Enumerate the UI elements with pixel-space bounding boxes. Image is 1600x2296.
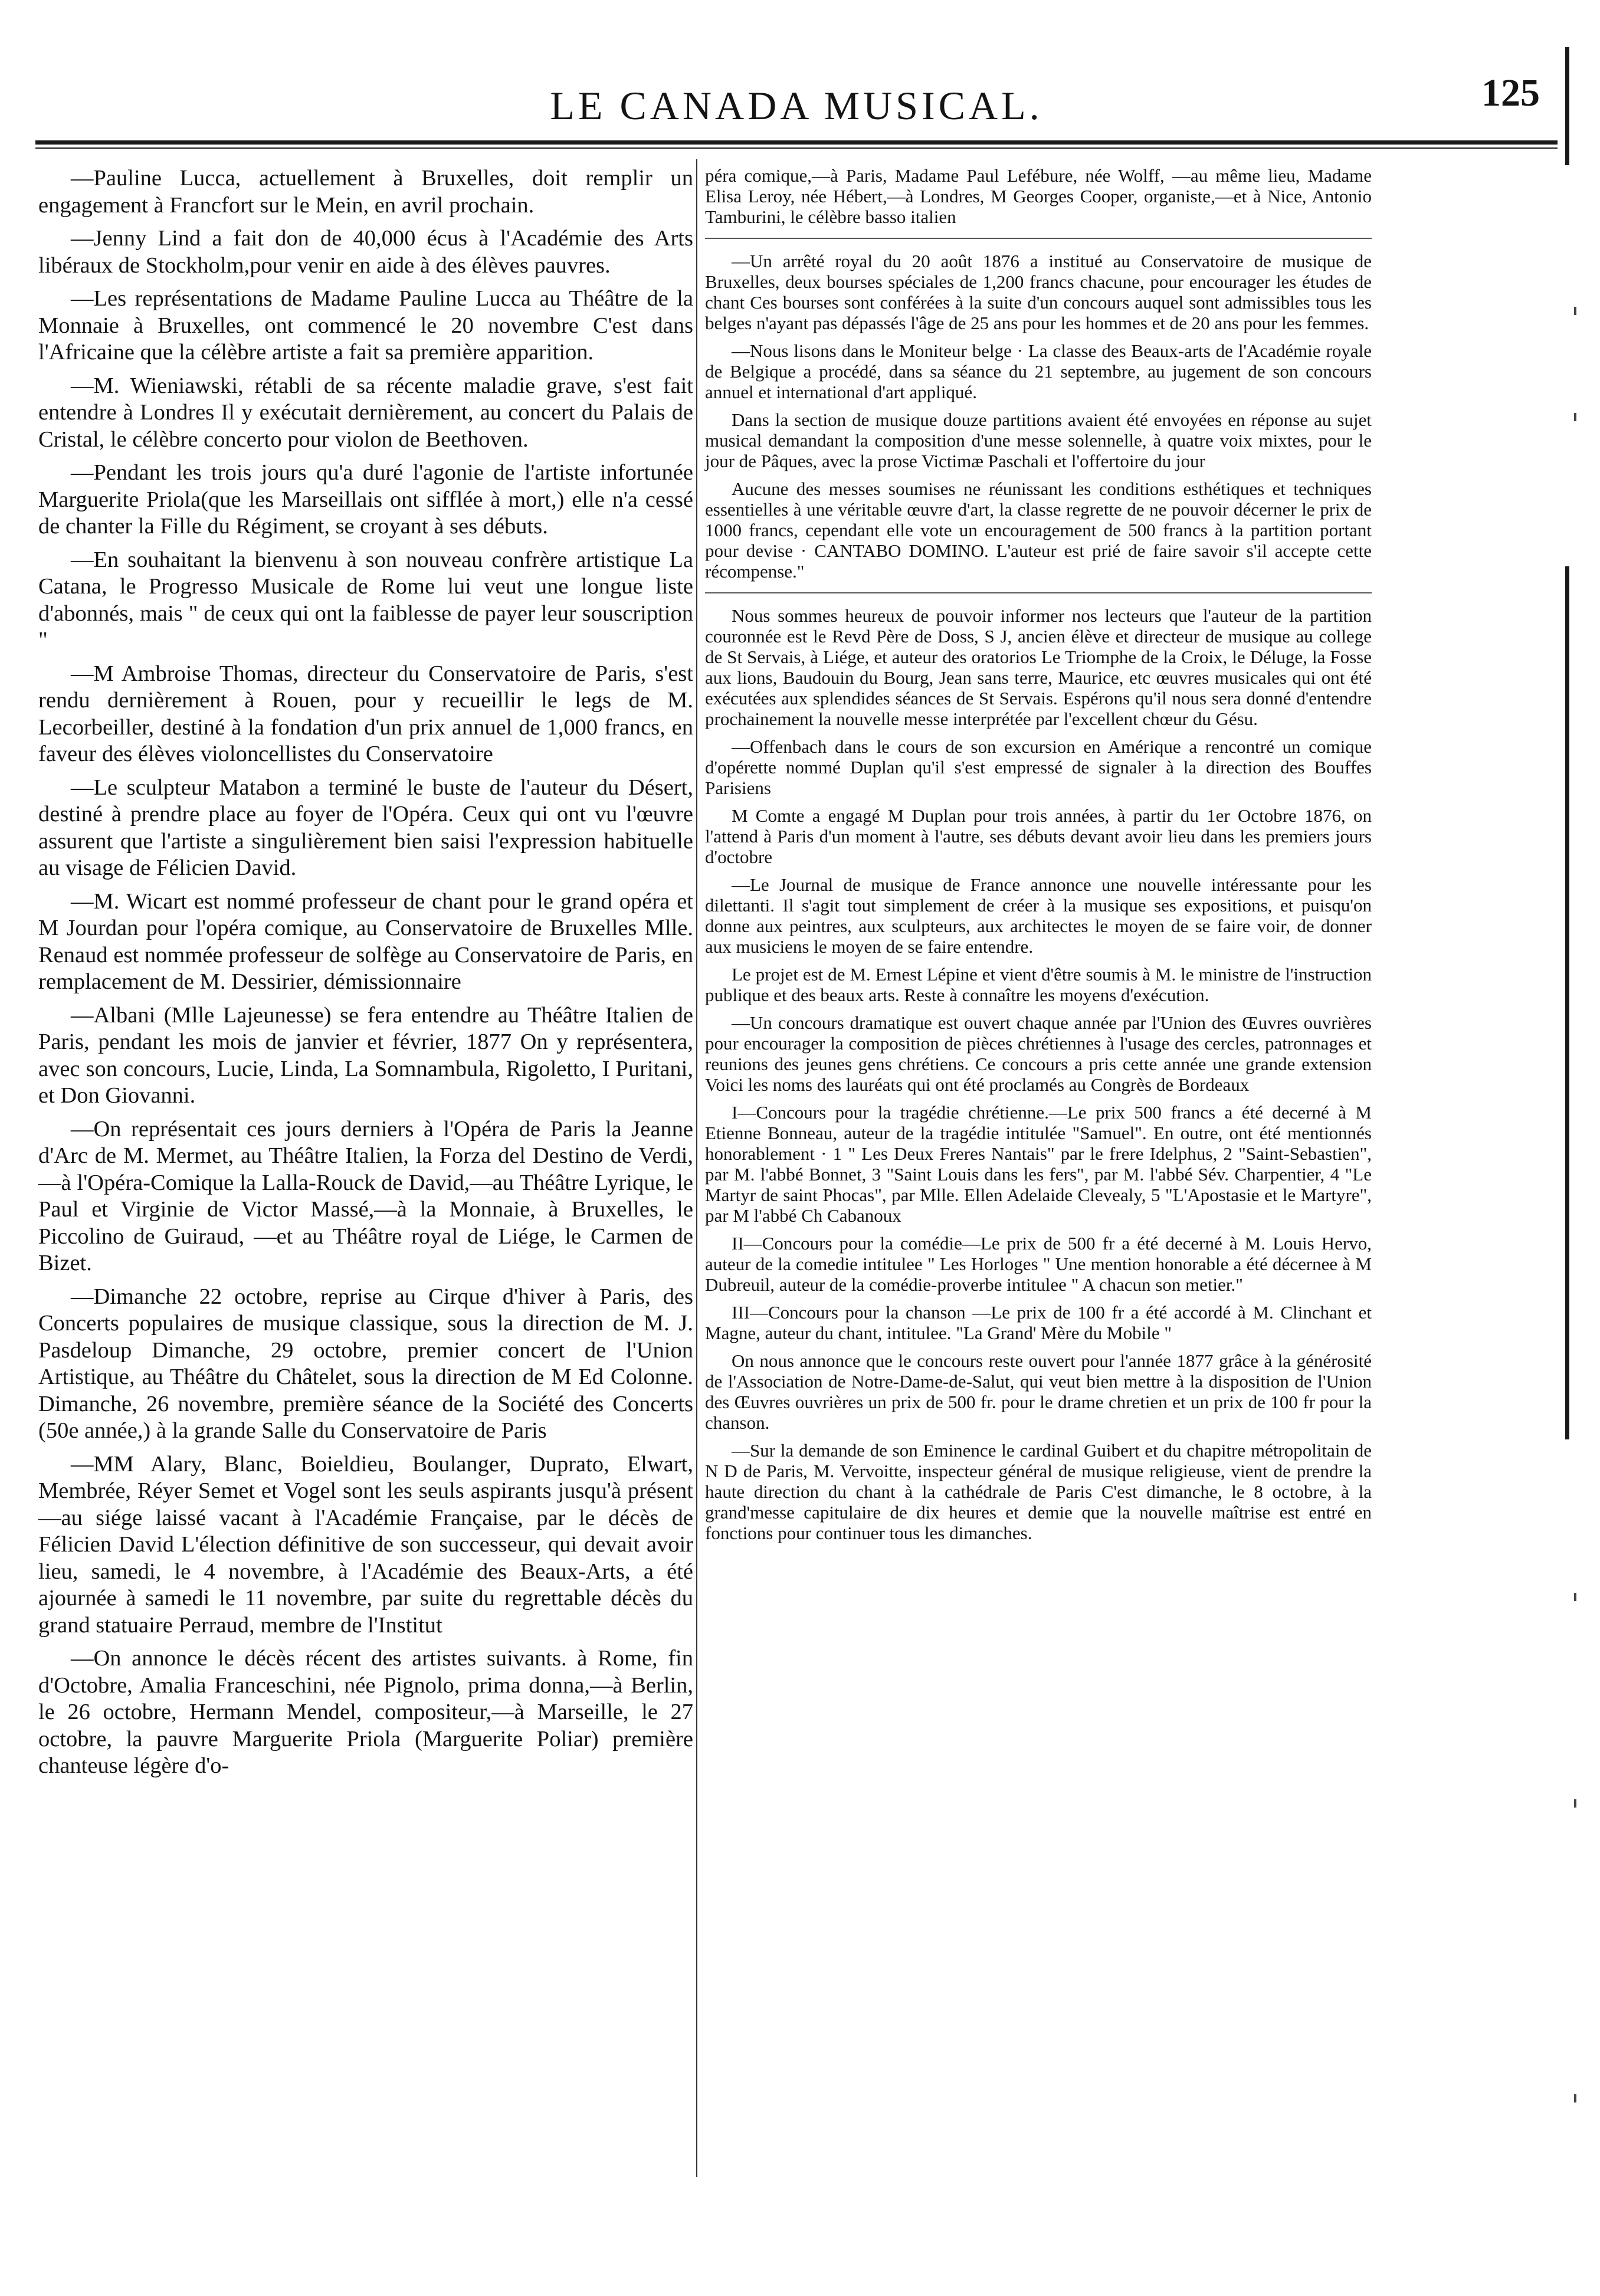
left-column (38, 165, 693, 1786)
news-item: III—Concours pour la chanson —Le prix de 100 fr a été accordé à M. Clinchant et Magne, auteur du chant, intitulee. "La Grand' Mère du Mobile " (705, 1302, 1372, 1343)
news-item: —Albani (Mlle Lajeunesse) se fera entendre au Théâtre Italien de Paris, pendant les mois de janvier et février, 1877 On y représentera, avec son concours, Lucie, Linda, La Somnambula, Rigoletto, I Puritani, et Don Giovanni. (38, 1002, 693, 1108)
news-item: Dans la section de musique douze partitions avaient été envoyées en réponse au sujet musical demandant la composition d'une messe solennelle, à quatre voix mixtes, pour le jour de Pâques, avec la prose Victimæ Paschali et l'offertoire du jour (705, 409, 1372, 471)
section-separator (705, 592, 1372, 593)
margin-speck (1574, 1593, 1576, 1601)
section-separator (705, 238, 1372, 239)
margin-speck (1574, 2094, 1576, 2103)
news-item: —Un concours dramatique est ouvert chaque année par l'Union des Œuvres ouvrières pour encourager la composition de pièces chrétiennes à l'usage des cercles, patronnages et reunions des jeunes gens chrétiens. Ce concours a pris cette année une grande extension Voici les noms des lauréats qui ont été proclamés au Congrès de Bordeaux (705, 1012, 1372, 1095)
page-header (35, 59, 1558, 147)
news-item: —Nous lisons dans le Moniteur belge · La classe des Beaux-arts de l'Académie royale de Belgique a procédé, dans sa séance du 21 septembre, au jugement de son concours annuel et international d'art appliqué. (705, 340, 1372, 402)
news-item: —Pendant les trois jours qu'a duré l'agonie de l'artiste infortunée Marguerite Priola(que les Marseillais ont sifflée à mort,) elle n'a cessé de chanter la Fille du Régiment, se croyant à ses débuts. (38, 460, 693, 539)
news-item: —Dimanche 22 octobre, reprise au Cirque d'hiver à Paris, des Concerts populaires de musique classique, sous la direction de M. J. Pasdeloup Dimanche, 29 octobre, premier concert de l'Union Artistique, au Théâtre du Châtelet, sous la direction de M Ed Colonne. Dimanche, 26 novembre, première séance de la Société des Concerts (50e année,) à la grande Salle du Conservatoire de Paris (38, 1284, 693, 1443)
page-number: 125 (1481, 71, 1540, 114)
news-item: —Le sculpteur Matabon a terminé le buste de l'auteur du Désert, destiné à prendre place au foyer de l'Opéra. Ceux qui ont vu l'œuvre assurent que l'artiste a singulièrement bien saisi l'expression habituelle au visage de Félicien David. (38, 775, 693, 880)
news-item: On nous annonce que le concours reste ouvert pour l'année 1877 grâce à la générosité de l'Association de Notre-Dame-de-Salut, qui veut bien mettre à la disposition de l'Union des Œuvres ouvrières un prix de 500 fr. pour le drame chretien et un prix de 100 fr pour la chanson. (705, 1350, 1372, 1433)
page-title: LE CANADA MUSICAL. (550, 83, 1043, 128)
news-item: M Comte a engagé M Duplan pour trois années, à partir du 1er Octobre 1876, on l'attend à Paris d'un moment à l'autre, ses débuts devant avoir lieu dans les premiers jours d'octobre (705, 805, 1372, 867)
news-item: Nous sommes heureux de pouvoir informer nos lecteurs que l'auteur de la partition couronnée est le Revd Père de Doss, S J, ancien élève et directeur de musique au college de St Servais, à Liége, et auteur des oratorios Le Triomphe de la Croix, le Déluge, la Fosse aux lions, Baudouin du Bourg, Jean sans terre, Maurice, etc œuvres musicales qui ont été exécutées aux splendides séances de St Servais. Espérons qu'il nous sera donné d'entendre prochainement la nouvelle messe interprétée par l'excellent chœur du Gésu. (705, 605, 1372, 729)
news-item: —Pauline Lucca, actuellement à Bruxelles, doit remplir un engagement à Francfort sur le Mein, en avril prochain. (38, 166, 693, 218)
header-rule-thick (35, 140, 1558, 145)
news-item: —Jenny Lind a fait don de 40,000 écus à l'Académie des Arts libéraux de Stockholm,pour venir en aide à des élèves pauvres. (38, 226, 693, 278)
news-item: —Les représentations de Madame Pauline Lucca au Théâtre de la Monnaie à Bruxelles, ont commencé le 20 novembre C'est dans l'Africaine que la célèbre artiste a fait sa première apparition. (38, 286, 693, 365)
news-item: —On représentait ces jours derniers à l'Opéra de Paris la Jeanne d'Arc de M. Mermet, au Théâtre Italien, la Forza del Destino de Verdi,—à l'Opéra-Comique la Lalla-Rouck de David,—au Théâtre Lyrique, le Paul et Virginie de Victor Massé,—à la Monnaie, à Bruxelles, le Piccolino de Guiraud, —et au Théâtre royal de Liége, le Carmen de Bizet. (38, 1116, 693, 1275)
news-item: —En souhaitant la bienvenu à son nouveau confrère artistique La Catana, le Progresso Musicale de Rome lui veut une longue liste d'abonnés, mais " de ceux qui ont la faiblesse de payer leur souscription " (38, 547, 693, 652)
margin-binding-mark (1565, 47, 1569, 165)
news-item: —M. Wieniawski, rétabli de sa récente maladie grave, s'est fait entendre à Londres Il y exécutait dernièrement, au concert du Palais de Cristal, le célèbre concerto pour violon de Beethoven. (38, 373, 693, 452)
margin-speck (1574, 307, 1576, 315)
news-item: —Offenbach dans le cours de son excursion en Amérique a rencontré un comique d'opérette nommé Duplan qu'il s'est empressé de signaler à la direction des Bouffes Parisiens (705, 736, 1372, 798)
news-item: Aucune des messes soumises ne réunissant les conditions esthétiques et techniques essentielles à une véritable œuvre d'art, la classe regrette de ne pouvoir décerner le prix de 1000 francs, cependant elle vote un encouragement de 500 francs à la partition portant pour devise · CANTABO DOMINO. L'auteur est prié de faire savoir s'il accepte cette récompense." (705, 478, 1372, 582)
margin-binding-mark (1565, 566, 1569, 1439)
news-item: II—Concours pour la comédie—Le prix de 500 fr a été decerné à M. Louis Hervo, auteur de la comedie intitulee " Les Horloges " Une mention honorable a été décernee à M Dubreuil, auteur de la comédie-proverbe intitulee " A chacun son metier." (705, 1233, 1372, 1295)
column-divider (696, 159, 697, 2177)
news-item-continued: péra comique,—à Paris, Madame Paul Lefébure, née Wolff, —au même lieu, Madame Elisa Leroy, née Hébert,—à Londres, M Georges Cooper, organiste,—et à Nice, Antonio Tamburini, le célèbre basso italien (705, 165, 1372, 227)
news-item: Le projet est de M. Ernest Lépine et vient d'être soumis à M. le ministre de l'instruction publique et des beaux arts. Reste à connaître les moyens d'exécution. (705, 964, 1372, 1005)
news-item: —M. Wicart est nommé professeur de chant pour le grand opéra et M Jourdan pour l'opéra comique, au Conservatoire de Bruxelles Mlle. Renaud est nommée professeur de solfège au Conservatoire de Paris, en remplacement de M. Dessirier, démissionnaire (38, 888, 693, 994)
news-item: —MM Alary, Blanc, Boieldieu, Boulanger, Duprato, Elwart, Membrée, Réyer Semet et Vogel sont les seuls aspirants jusqu'à présent—au siége laissé vacant à l'Académie Française, par le décès de Félicien David L'élection définitive de son successeur, qui devait avoir lieu, samedi, le 4 novembre, à l'Académie des Beaux-Arts, a été ajournée à samedi le 11 novembre, par suite du regrettable décès du grand statuaire Perraud, membre de l'Institut (38, 1451, 693, 1638)
right-column (705, 165, 1372, 1550)
news-item: —M Ambroise Thomas, directeur du Conservatoire de Paris, s'est rendu dernièrement à Rouen, pour y recueillir le legs de M. Lecorbeiller, destiné à la fondation d'un prix annuel de 1,000 francs, en faveur des élèves violoncellistes du Conservatoire (38, 661, 693, 766)
margin-speck (1574, 413, 1576, 421)
news-item: —Un arrêté royal du 20 août 1876 a institué au Conservatoire de musique de Bruxelles, deux bourses spéciales de 1,200 francs chacune, pour encourager les études de chant Ces bourses sont conférées à la suite d'un concours auquel sont admissibles tous les belges n'ayant pas dépassés l'âge de 25 ans pour les hommes et de 20 ans pour les femmes. (705, 251, 1372, 333)
margin-speck (1574, 1799, 1576, 1808)
news-item: I—Concours pour la tragédie chrétienne.—Le prix 500 francs a été decerné à M Etienne Bonneau, auteur de la tragédie intitulée "Samuel". En outre, ont été mentionnés honorablement · 1 " Les Deux Freres Nantais" par le frere Idelphus, 2 "Saint-Sebastien", par M. l'abbé Bonnet, 3 "Saint Louis dans les fers", par M. l'abbé Sév. Charpentier, 4 "Le Martyr de saint Phocas", par Mlle. Ellen Adelaide Clevealy, 5 "L'Apostasie et le Martyre", par M l'abbé Ch Cabanoux (705, 1102, 1372, 1226)
news-item: —Sur la demande de son Eminence le cardinal Guibert et du chapitre métropolitain de N D de Paris, M. Vervoitte, inspecteur général de musique religieuse, vient de prendre la haute direction du chant à la cathédrale de Paris C'est dimanche, le 8 octobre, à la grand'messe capitulaire de dix heures et demie que la nouvelle maîtrise est entré en fonctions pour continuer tous les dimanches. (705, 1440, 1372, 1543)
header-rule-thin (35, 147, 1558, 149)
news-item: —On annonce le décès récent des artistes suivants. à Rome, fin d'Octobre, Amalia Franceschini, née Pignolo, prima donna,—à Berlin, le 26 octobre, Hermann Mendel, compositeur,—à Marseille, le 27 octobre, la pauvre Marguerite Priola (Marguerite Poliar) première chanteuse légère d'o- (38, 1646, 693, 1778)
news-item: —Le Journal de musique de France annonce une nouvelle intéressante pour les dilettanti. Il s'agit tout simplement de créer à la musique ses expositions, et puisqu'on donne aux peintres, aux sculpteurs, aux architectes le moyen de se faire voir, de donner aux musiciens le moyen de se faire entendre. (705, 874, 1372, 957)
